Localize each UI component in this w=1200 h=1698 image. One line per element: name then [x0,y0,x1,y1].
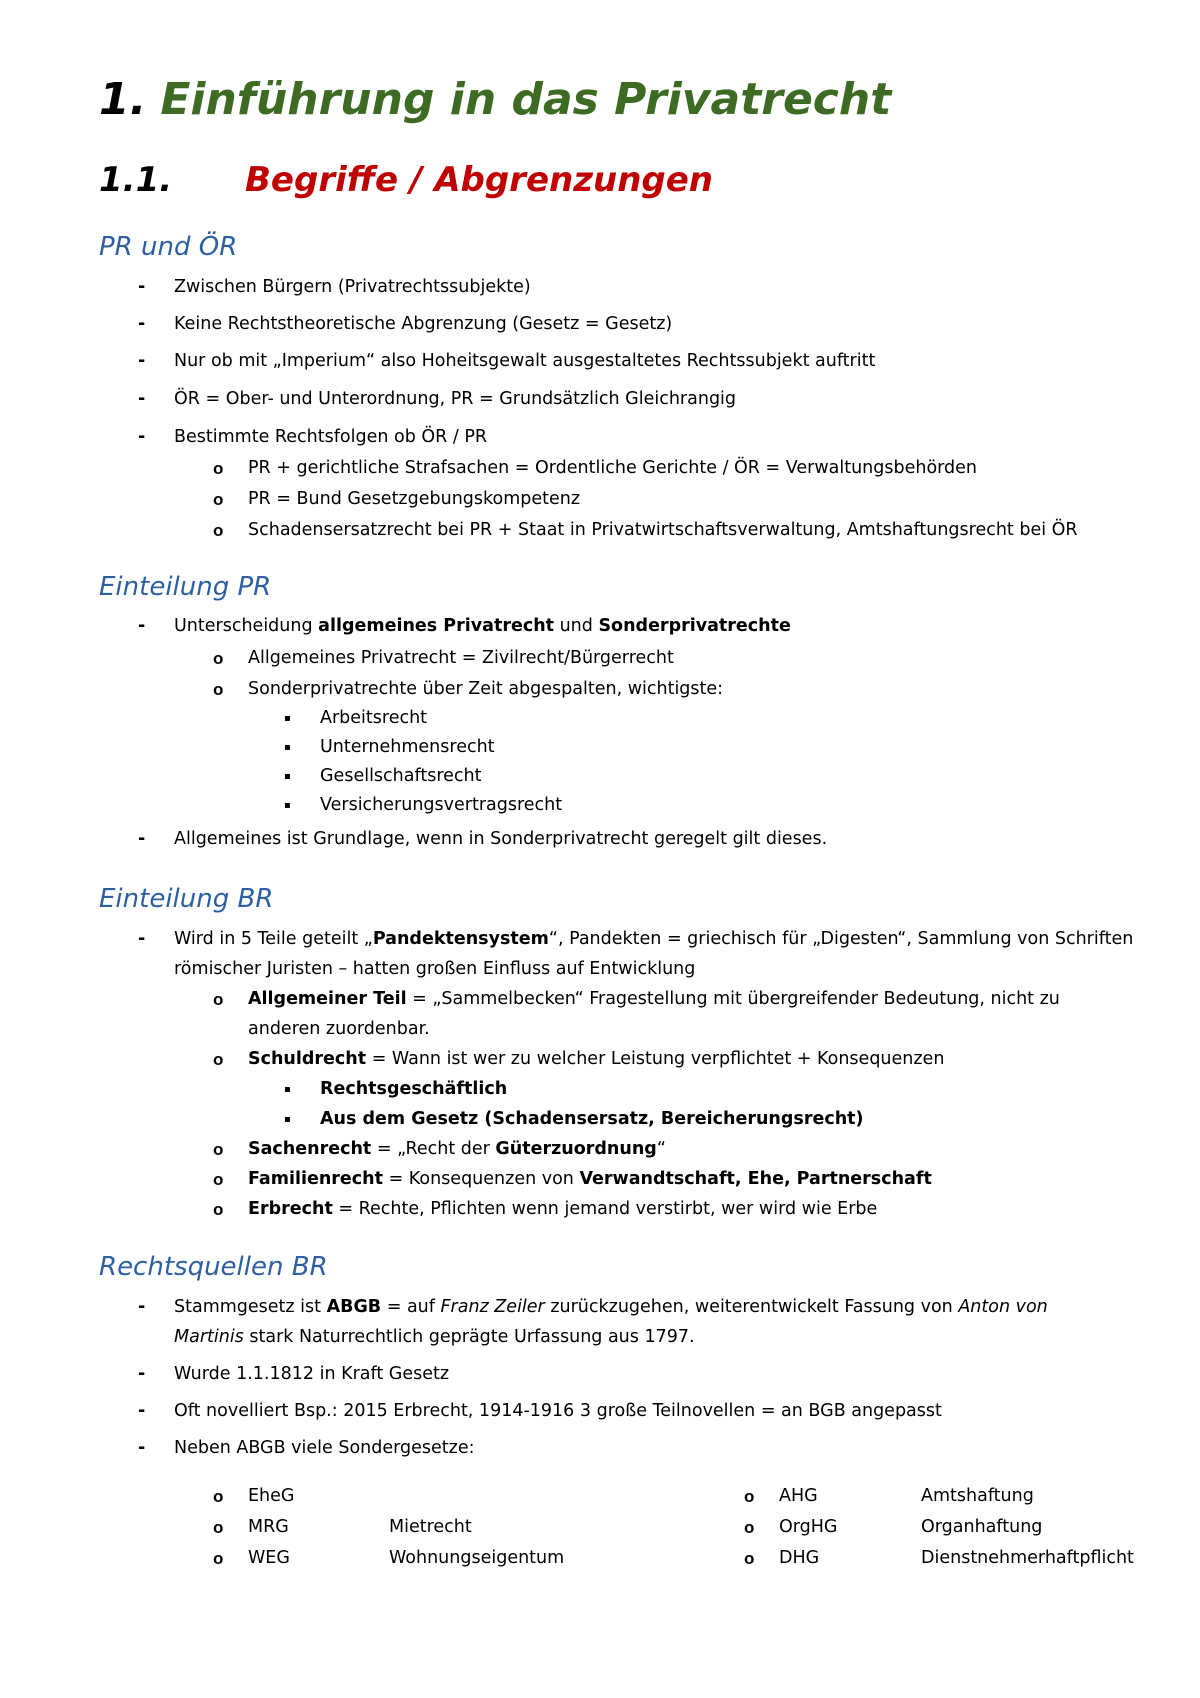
law-row [213,1517,289,1539]
circle-bullet: o [213,680,224,699]
circle-bullet: o [213,1170,224,1189]
law-row [213,1548,290,1570]
list-item-text: Neben ABGB viele Sondergesetze: [174,1438,475,1458]
square-bullet: ▪ [284,771,291,782]
law-name: Mietrecht [389,1517,472,1537]
square-bullet: ▪ [284,1084,291,1095]
list-item-text: Nur ob mit „Imperium“ also Hoheitsgewalt ausgestaltetes Rechtssubjekt auftritt [174,351,876,371]
circle-bullet: o [744,1487,755,1506]
list-item-text: ÖR = Ober- und Unterordnung, PR = Grundsätzlich Gleichrangig [174,389,737,409]
list-item-text: Wurde 1.1.1812 in Kraft Gesetz [174,1364,450,1384]
sub-sub-list-item [284,1079,508,1101]
dash-bullet: - [138,829,146,849]
heading-pr-und-or: PR und ÖR [99,232,238,262]
law-row [744,1548,820,1570]
list-item-text: Keine Rechtstheoretische Abgrenzung (Gesetz = Gesetz) [174,314,673,334]
list-item-continuation: anderen zuordenbar. [248,1019,430,1039]
list-item [138,1438,475,1460]
bold-term: Schuldrecht [248,1049,367,1069]
text-run: = Konsequenzen von [383,1169,580,1189]
list-item-text: PR + gerichtliche Strafsachen = Ordentliche Gerichte / ÖR = Verwaltungsbehörden [248,458,978,478]
list-item [138,616,791,638]
law-row [213,1486,295,1508]
sub-list-item [213,1199,878,1221]
law-abbr: MRG [248,1517,289,1537]
bold-term: Sonderprivatrechte [598,616,791,636]
list-item-text: Gesellschaftsrecht [320,766,482,786]
law-abbr: OrgHG [779,1517,838,1537]
list-item [138,351,876,373]
law-abbr: AHG [779,1486,818,1506]
square-bullet: ▪ [284,800,291,811]
law-row [744,1486,818,1508]
list-item [138,427,488,449]
text-run: = „Recht der [371,1139,496,1159]
section-title [99,160,713,201]
sub-sub-list-item [284,795,563,817]
bold-term: Güterzuordnung [495,1139,657,1159]
text-run: “ [656,1139,666,1159]
list-item-continuation [174,1327,695,1349]
bold-term: Familienrecht [248,1169,383,1189]
italic-name: Anton von [958,1297,1048,1317]
list-item-text: Bestimmte Rechtsfolgen ob ÖR / PR [174,427,488,447]
circle-bullet: o [213,490,224,509]
circle-bullet: o [213,1487,224,1506]
square-bullet: ▪ [284,742,291,753]
sub-list-item [213,679,724,701]
text-run: zurückzugehen, weiterentwickelt Fassung von [544,1297,959,1317]
section-number: 1.1. [99,160,173,200]
circle-bullet: o [744,1549,755,1568]
law-name: Dienstnehmerhaftpflicht [921,1548,1134,1568]
page-title [99,74,891,127]
list-item [138,314,673,336]
text-run: Wird in 5 Teile geteilt „ [174,929,373,949]
law-name: Amtshaftung [921,1486,1034,1506]
law-abbr: DHG [779,1548,820,1568]
text-run: Stammgesetz ist [174,1297,327,1317]
sub-list-item [213,1169,932,1191]
list-item [138,389,737,411]
bold-term: ABGB [326,1297,382,1317]
text-run: Unterscheidung [174,616,319,636]
bold-term: Allgemeiner Teil [248,989,407,1009]
law-name: Wohnungseigentum [389,1548,565,1568]
sub-sub-list-item [284,737,495,759]
bold-term: allgemeines Privatrecht [318,616,555,636]
list-item [138,1364,450,1386]
sub-sub-list-item [284,708,428,730]
list-item-text: PR = Bund Gesetzgebungskompetenz [248,489,581,509]
circle-bullet: o [213,1200,224,1219]
list-item [138,1297,1048,1319]
dash-bullet: - [138,1297,146,1317]
heading-einteilung-br: Einteilung BR [99,884,274,914]
heading-rechtsquellen-br: Rechtsquellen BR [99,1252,328,1282]
italic-name: Martinis [174,1327,244,1347]
circle-bullet: o [213,990,224,1009]
law-abbr: EheG [248,1486,295,1506]
text-run: “, Pandekten = griechisch für „Digesten“, Sammlung von Schriften [548,929,1134,949]
dash-bullet: - [138,277,146,297]
title-text: Einführung in das Privatrecht [160,74,892,125]
list-item-text: Schadensersatzrecht bei PR + Staat in Privatwirtschaftsverwaltung, Amtshaftungsrecht bei ÖR [248,520,1078,540]
circle-bullet: o [213,1050,224,1069]
sub-list-item [213,648,674,670]
bold-term: Pandektensystem [372,929,549,949]
circle-bullet: o [213,459,224,478]
circle-bullet: o [744,1518,755,1537]
heading-einteilung-pr: Einteilung PR [99,572,272,602]
list-item-text: Allgemeines Privatrecht = Zivilrecht/Bürgerrecht [248,648,674,668]
section-text: Begriffe / Abgrenzungen [245,160,714,200]
italic-name: Franz Zeiler [440,1297,545,1317]
sub-sub-list-item [284,766,482,788]
bold-term: Sachenrecht [248,1139,372,1159]
text-run: stark Naturrechtlich geprägte Urfassung aus 1797. [243,1327,695,1347]
list-item-text: Zwischen Bürgern (Privatrechtssubjekte) [174,277,531,297]
circle-bullet: o [213,649,224,668]
dash-bullet: - [138,1438,146,1458]
list-item [138,929,1134,951]
square-bullet: ▪ [284,1114,291,1125]
bold-term: Aus dem Gesetz (Schadensersatz, Bereicherungsrecht) [320,1109,864,1129]
sub-list-item [213,1049,945,1071]
dash-bullet: - [138,427,146,447]
dash-bullet: - [138,314,146,334]
circle-bullet: o [213,1140,224,1159]
dash-bullet: - [138,616,146,636]
law-row [744,1517,838,1539]
law-abbr: WEG [248,1548,290,1568]
text-run: = „Sammelbecken“ Fragestellung mit übergreifender Bedeutung, nicht zu [406,989,1060,1009]
dash-bullet: - [138,1364,146,1384]
list-item-text: Arbeitsrecht [320,708,428,728]
circle-bullet: o [213,1518,224,1537]
sub-list-item [213,1139,666,1161]
circle-bullet: o [213,1549,224,1568]
list-item-text: Allgemeines ist Grundlage, wenn in Sonderprivatrecht geregelt gilt dieses. [174,829,828,849]
list-item-text: Oft novelliert Bsp.: 2015 Erbrecht, 1914-1916 3 große Teilnovellen = an BGB angepasst [174,1401,942,1421]
dash-bullet: - [138,929,146,949]
text-run: und [554,616,599,636]
sub-list-item [213,489,581,511]
list-item [138,829,828,851]
text-run: = Rechte, Pflichten wenn jemand verstirbt, wer wird wie Erbe [332,1199,878,1219]
sub-list-item [213,458,978,480]
list-item-text: Unternehmensrecht [320,737,495,757]
list-item-continuation: römischer Juristen – hatten großen Einfluss auf Entwicklung [174,959,696,979]
dash-bullet: - [138,389,146,409]
list-item-text: Sonderprivatrechte über Zeit abgespalten, wichtigste: [248,679,724,699]
sub-list-item [213,989,1060,1011]
list-item-text: Versicherungsvertragsrecht [320,795,563,815]
list-item [138,277,531,299]
text-run: = auf [381,1297,441,1317]
sub-list-item [213,520,1078,542]
circle-bullet: o [213,521,224,540]
bold-term: Erbrecht [248,1199,333,1219]
bold-term: Rechtsgeschäftlich [320,1079,508,1099]
law-name: Organhaftung [921,1517,1043,1537]
bold-term: Verwandtschaft, Ehe, Partnerschaft [579,1169,932,1189]
text-run: = Wann ist wer zu welcher Leistung verpflichtet + Konsequenzen [366,1049,945,1069]
title-number: 1. [99,74,147,125]
square-bullet: ▪ [284,713,291,724]
dash-bullet: - [138,351,146,371]
sub-sub-list-item [284,1109,864,1131]
dash-bullet: - [138,1401,146,1421]
list-item [138,1401,942,1423]
